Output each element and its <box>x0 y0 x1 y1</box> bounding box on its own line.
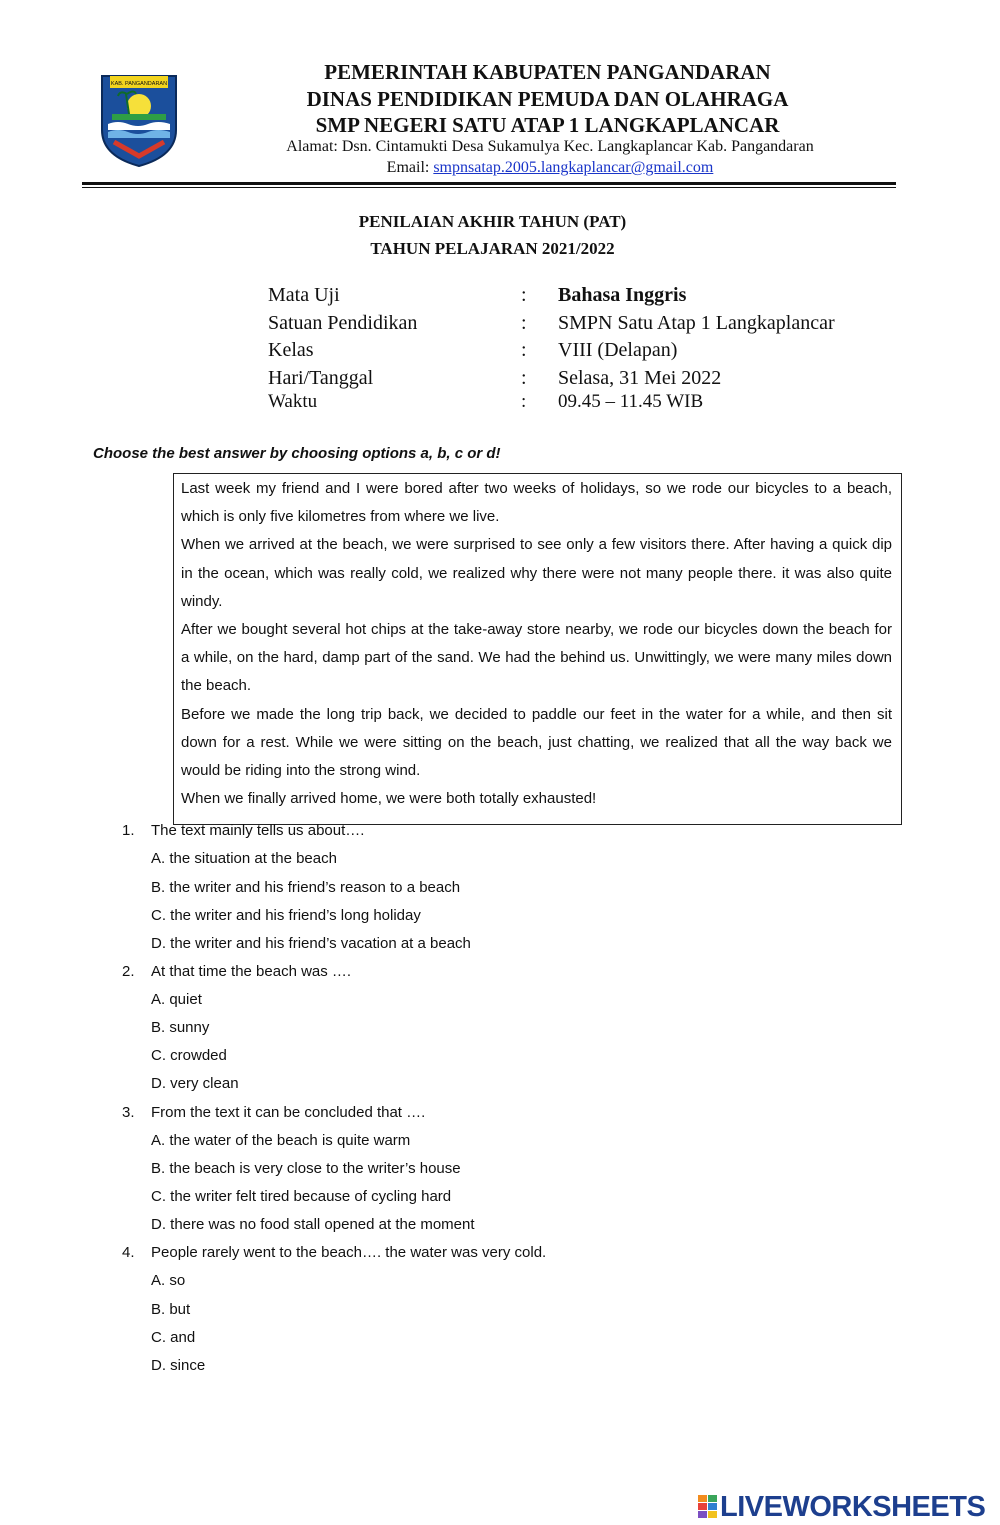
header-divider-thick <box>82 182 896 185</box>
header-school: SMP NEGERI SATU ATAP 1 LANGKAPLANCAR <box>315 113 780 137</box>
info-value-subject: Bahasa Inggris <box>558 284 687 306</box>
info-value-school: SMPN Satu Atap 1 Langkaplancar <box>558 312 835 334</box>
info-label: Mata Uji <box>268 284 340 306</box>
answer-option[interactable]: C. the writer felt tired because of cycling hard <box>151 1188 452 1205</box>
header-address: Alamat: Dsn. Cintamukti Desa Sukamulya Kec. Langkaplancar Kab. Pangandaran <box>286 138 814 155</box>
info-label: Waktu <box>268 391 318 412</box>
info-colon: : <box>521 284 527 306</box>
pangandaran-emblem-logo <box>96 70 182 170</box>
header-government: PEMERINTAH KABUPATEN PANGANDARAN <box>324 60 771 84</box>
answer-option[interactable]: C. the writer and his friend’s long holiday <box>151 907 421 924</box>
answer-option[interactable]: C. and <box>151 1329 196 1346</box>
answer-option[interactable]: B. the beach is very close to the writer’s house <box>151 1160 461 1177</box>
header-department: DINAS PENDIDIKAN PEMUDA DAN OLAHRAGA <box>306 87 789 111</box>
question-number: 3. <box>122 1104 135 1121</box>
info-label: Satuan Pendidikan <box>268 312 418 334</box>
answer-option[interactable]: D. the writer and his friend’s vacation at a beach <box>151 935 471 952</box>
passage-paragraph: Last week my friend and I were bored after two weeks of holidays, so we rode our bicycles to a beach, which is only five kilometres from where we live. <box>181 480 892 526</box>
exam-title: PENILAIAN AKHIR TAHUN (PAT) <box>358 212 627 231</box>
info-value-class: VIII (Delapan) <box>558 339 678 361</box>
question-text: At that time the beach was …. <box>151 963 352 980</box>
answer-option[interactable]: B. but <box>151 1301 191 1318</box>
question-number: 4. <box>122 1244 135 1261</box>
header-divider-thin <box>82 187 896 188</box>
answer-option[interactable]: A. quiet <box>151 991 202 1008</box>
info-colon: : <box>521 339 527 361</box>
answer-option[interactable]: D. there was no food stall opened at the moment <box>151 1216 475 1233</box>
brand-wordmark: LIVEWORKSHEETS <box>720 1491 986 1523</box>
info-colon: : <box>521 367 527 389</box>
logo-caption: KAB. PANGANDARAN <box>110 81 168 87</box>
info-label: Hari/Tanggal <box>268 367 374 389</box>
passage-paragraph: Before we made the long trip back, we decided to paddle our feet in the water for a while, and then sit down for a rest. While we were sitting on the beach, just chatting, we realized that all the way back we would be riding into the strong wind. <box>181 705 892 780</box>
exam-year: TAHUN PELAJARAN 2021/2022 <box>370 239 615 258</box>
email-link[interactable]: smpnsatap.2005.langkaplancar@gmail.com <box>433 159 714 176</box>
email-label: Email: <box>386 159 430 176</box>
passage-paragraph: When we arrived at the beach, we were surprised to see only a few visitors there. After having a quick dip in the ocean, which was really cold, we realized why there were not many people there. it was also quite windy. <box>181 536 892 610</box>
liveworksheets-logo-icon <box>698 1495 718 1519</box>
question-text: From the text it can be concluded that …. <box>151 1104 426 1121</box>
answer-option[interactable]: D. since <box>151 1357 206 1374</box>
question-text: The text mainly tells us about…. <box>151 822 365 839</box>
info-value-time: 09.45 – 11.45 WIB <box>558 391 704 412</box>
question-text: People rarely went to the beach…. the water was very cold. <box>151 1244 547 1261</box>
passage-paragraph: When we finally arrived home, we were both totally exhausted! <box>181 790 597 808</box>
question-number: 2. <box>122 963 135 980</box>
answer-option[interactable]: A. the situation at the beach <box>151 850 337 867</box>
info-label: Kelas <box>268 339 314 361</box>
answer-option[interactable]: A. so <box>151 1272 186 1289</box>
answer-option[interactable]: D. very clean <box>151 1075 239 1092</box>
header-email-line <box>250 159 850 177</box>
answer-option[interactable]: A. the water of the beach is quite warm <box>151 1132 411 1149</box>
reading-passage-box <box>173 473 902 825</box>
question-number: 1. <box>122 822 135 839</box>
info-value-date: Selasa, 31 Mei 2022 <box>558 367 722 389</box>
instruction-text: Choose the best answer by choosing options a, b, c or d! <box>93 445 501 462</box>
info-colon: : <box>521 312 527 334</box>
info-colon: : <box>521 391 527 412</box>
answer-option[interactable]: B. sunny <box>151 1019 210 1036</box>
answer-option[interactable]: B. the writer and his friend’s reason to a beach <box>151 879 461 896</box>
answer-option[interactable]: C. crowded <box>151 1047 227 1064</box>
passage-paragraph: After we bought several hot chips at the take-away store nearby, we rode our bicycles down the beach for a while, on the hard, damp part of the sand. We had the behind us. Unwittingly, we were many miles down the beach. <box>181 621 892 695</box>
